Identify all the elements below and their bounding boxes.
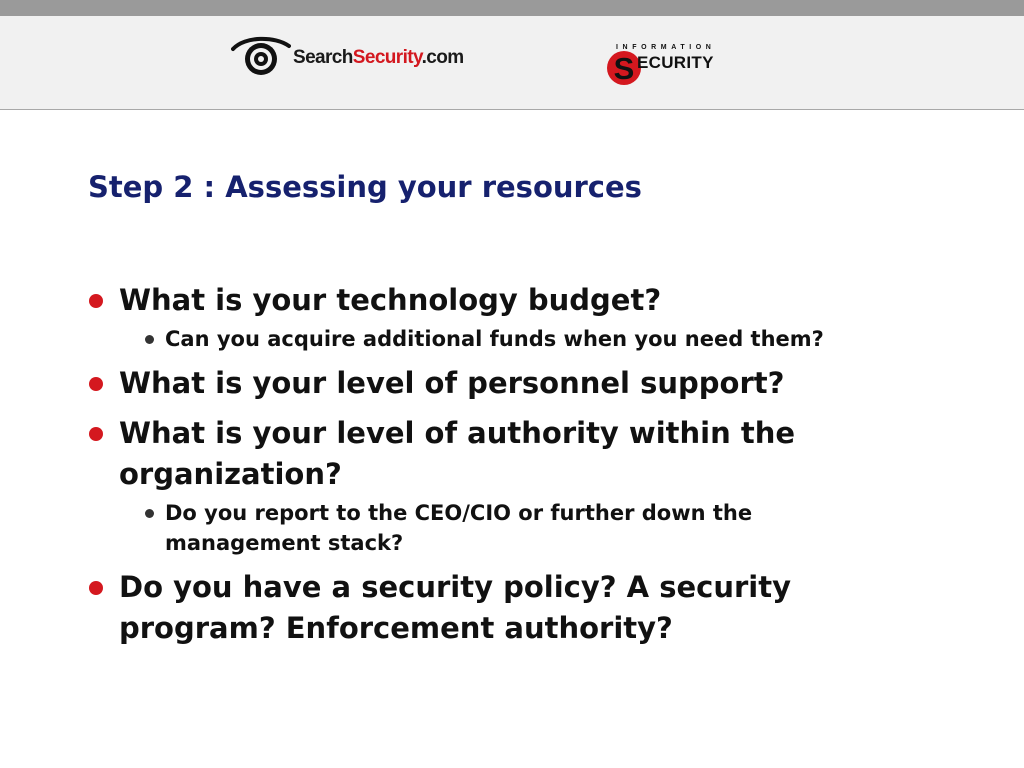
logo-s-letter: S	[613, 51, 635, 86]
bullet-item	[86, 413, 946, 558]
wordmark-search: Search	[293, 46, 353, 68]
bullet-dot-icon	[89, 377, 103, 391]
bullet-dot-icon	[89, 294, 103, 308]
sub-bullet-dot-icon	[145, 509, 154, 518]
bullet-text: What is your technology budget?	[119, 283, 662, 317]
header-band	[0, 16, 1024, 110]
sub-bullet-item	[119, 324, 946, 354]
eye-icon	[231, 35, 291, 77]
searchsecurity-logo	[231, 35, 464, 77]
sub-bullet-list	[119, 324, 946, 354]
top-strip	[0, 0, 1024, 16]
bullet-text: What is your level of authority within the organization?	[119, 416, 796, 491]
sub-bullet-list	[119, 498, 946, 558]
bullet-text: Do you have a security policy? A security program? Enforcement authority?	[119, 570, 791, 645]
bullet-item	[86, 567, 946, 649]
wordmark-com: .com	[421, 46, 464, 68]
bullet-item	[86, 280, 946, 354]
slide-title: Step 2 : Assessing your resources	[88, 170, 642, 204]
sub-bullet-text: Do you report to the CEO/CIO or further down the management stack?	[165, 501, 753, 555]
information-security-logo	[606, 44, 741, 86]
searchsecurity-wordmark	[293, 47, 464, 69]
sub-bullet-item	[119, 498, 946, 558]
bullet-list	[86, 280, 946, 658]
bullet-text: What is your level of personnel support?	[119, 366, 785, 400]
wordmark-security: Security	[352, 46, 422, 68]
sub-bullet-text: Can you acquire additional funds when you need them?	[165, 327, 824, 351]
sub-bullet-dot-icon	[145, 335, 154, 344]
logo-ecurity-text: ECURITY	[637, 53, 714, 72]
logo-information-text: INFORMATION	[616, 44, 716, 51]
bullet-dot-icon	[89, 581, 103, 595]
bullet-dot-icon	[89, 427, 103, 441]
bullet-item	[86, 363, 946, 404]
